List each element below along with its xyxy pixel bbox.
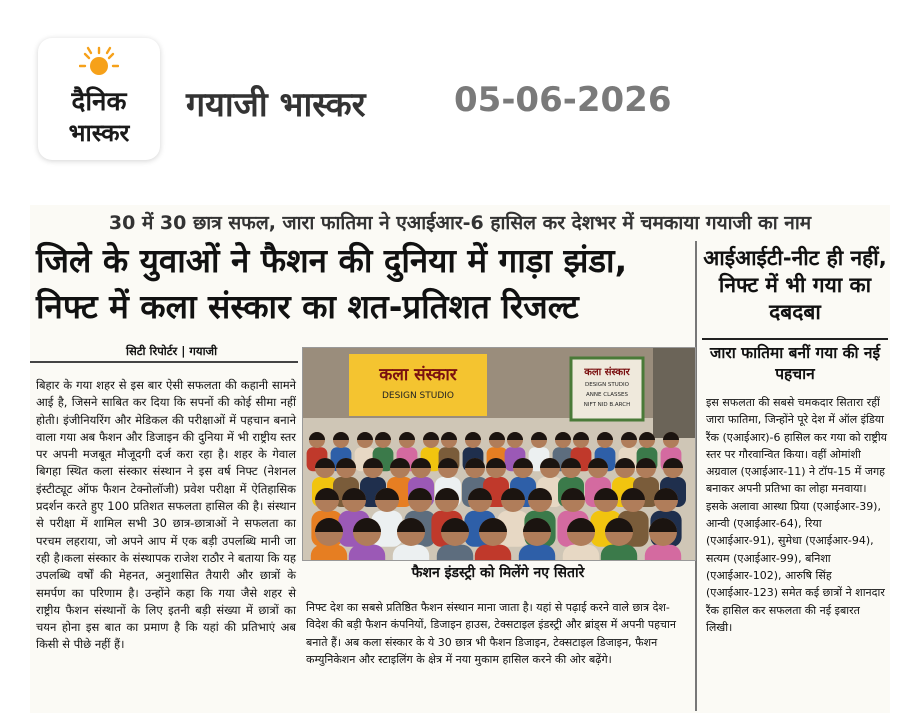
article-kicker: 30 में 30 छात्र सफल, जारा फातिमा ने एआईआर-6 हासिल कर देशभर में चमकाया गयाजी का नाम [108, 212, 812, 234]
student-body [393, 545, 429, 560]
dainik-bhaskar-logo [38, 38, 160, 160]
banner-right-title: कला संस्कार [584, 367, 630, 378]
newspaper-clipping [30, 205, 890, 713]
center-body-text: निफ्ट देश का सबसे प्रतिष्ठित फैशन संस्थान माना जाता है। यहां से पढ़ाई करने वाले छात्र देश-विदेश की बड़ी फैशन कंपनियों, डिजाइन हाउस, टेक्सटाइल इंडस्ट्री और ब्रांड्स में अपनी पहचान बनाते हैं। अब कला संस्कार के ये 30 छात्र भी फैशन डिजाइन, टेक्सटाइल डिजाइन, फैशन कम्युनिकेशन और स्टाइलिंग के क्षेत्र में नया मुकाम हासिल करने की ओर बढ़ेंगे। [306, 601, 676, 666]
student-body [311, 545, 347, 560]
side-subheadline: जारा फातिमा बनीं गया की नई पहचान [709, 344, 881, 383]
banner-right-sub3: NIFT NID B.ARCH [583, 402, 631, 408]
edition-name: गयाजी भास्कर [186, 85, 366, 125]
side-headline: आईआईटी-नीट ही नहीं, निफ्ट में भी गया का दबदबा [703, 246, 887, 324]
edition-date: 05-06-2026 [454, 80, 672, 120]
photo-caption: फैशन इंडस्ट्री को मिलेंगे नए सितारे [411, 565, 585, 581]
left-body-text: बिहार के गया शहर से इस बार ऐसी सफलता की कहानी सामने आई है, जिसने साबित कर दिया कि सपनों की कोई सीमा नहीं होती। इंजीनियरिंग और मेडिकल की परीक्षाओं में पहचान बनाने वाला गया अब फैशन और डिजाइन की दुनिया में भी राष्ट्रीय स्तर पर अपनी मजबूत मौजूदगी दर्ज करा रहा है। शहर के गेवाल बिगहा स्थित कला संस्कार संस्थान ने इस वर्ष निफ्ट (नेशनल इंस्टीट्यूट ऑफ फैशन टेक्नोलॉजी) प्रवेश परीक्षा में ऐतिहासिक प्रदर्शन करते हुए 100 प्रतिशत सफलता हासिल की है। संस्थान से परीक्षा में शामिल सभी 30 छात्र-छात्राओं ने सफलता का परचम लहराया, जो अपने आप में एक बड़ी उपलब्धि मानी जा रही है।कला संस्कार के संस्थापक राजेश राठौर ने बताया कि यह उपलब्धि वर्षों की मेहनत, अनुशासित तैयारी और छात्रों के समर्पण का परिणाम है। उन्होंने कहा कि गया जैसे शहर से राष्ट्रीय फैशन संस्थानों के लिए इतनी बड़ी संख्या में छात्रों का चयन होना इस बात का प्रमाण है कि यहां की प्रतिभाएं अब किसी से पीछे नहीं हैं। [36, 378, 296, 652]
sun-icon [79, 46, 119, 80]
student-body [601, 545, 637, 560]
students-crowd [307, 432, 686, 560]
student-body [563, 545, 599, 560]
group-photo-illustration [303, 348, 695, 560]
student-body [349, 545, 385, 560]
student-body [475, 545, 511, 560]
side-body-text: इस सफलता की सबसे चमकदार सितारा रहीं जारा फातिमा, जिन्होंने पूरे देश में ऑल इंडिया रैंक (एआईआर)-6 हासिल कर गया को राष्ट्रीय स्तर पर गौरवान्वित किया। वहीं ओमांशी अग्रवाल (एआईआर-11) ने टॉप-15 में जगह बनाकर अपनी प्रतिभा का लोहा मनवाया। इसके अलावा आस्था प्रिया (एआईआर-39), आन्वी (एआईआर-64), रिया (एआईआर-91), सुमेधा (एआईआर-94), सत्यम (एआईआर-99), बनिशा (एआईआर-102), आरुषि सिंह (एआईआर-123) समेत कई छात्रों ने शानदार रैंक हासिल कर सफलता की नई इबारत लिखी। [706, 396, 888, 634]
logo-line-2: भास्कर [68, 119, 130, 147]
student-body [645, 545, 681, 560]
logo-line-1: दैनिक [71, 87, 127, 117]
banner-left-title: कला संस्कार [379, 365, 457, 385]
student-body [519, 545, 555, 560]
banner-left-sub: DESIGN STUDIO [381, 391, 455, 401]
group-photo [302, 347, 696, 561]
banner-right-sub1: DESIGN STUDIO [584, 382, 630, 388]
byline: सिटी रिपोर्टर | गयाजी [126, 344, 218, 358]
banner-left [349, 354, 487, 416]
byline-divider [30, 361, 298, 363]
student-body [437, 545, 473, 560]
headline-line-2: निफ्ट में कला संस्कार का शत-प्रतिशत रिजल्ट [36, 287, 579, 326]
headline-line-1: जिले के युवाओं ने फैशन की दुनिया में गाड़ा झंडा, [36, 241, 628, 280]
banner-right-sub2: ANNE CLASSES [586, 392, 628, 398]
side-divider [702, 338, 888, 340]
article-headline [36, 238, 688, 330]
